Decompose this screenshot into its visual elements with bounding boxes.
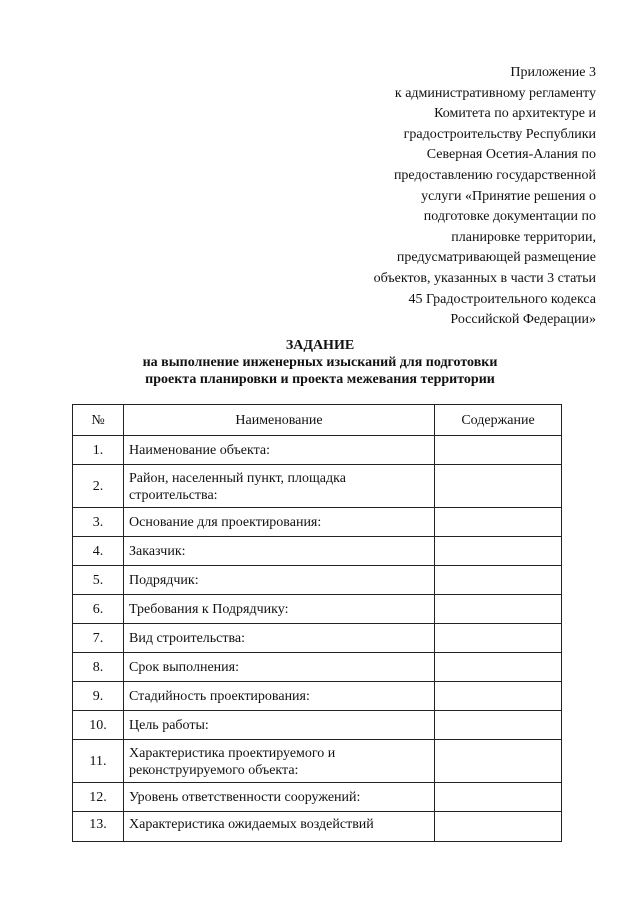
table-row: [73, 508, 562, 537]
row-number: 6.: [73, 595, 124, 624]
row-number: 8.: [73, 653, 124, 682]
row-number: 10.: [73, 711, 124, 740]
appendix-line: Северная Осетия-Алания по: [426, 147, 596, 163]
row-content: [435, 812, 562, 842]
appendix-block: [330, 63, 596, 331]
row-number: 11.: [73, 740, 124, 783]
row-content: [435, 595, 562, 624]
row-content: [435, 508, 562, 537]
row-content: [435, 740, 562, 783]
row-content: [435, 465, 562, 508]
appendix-line: предусматривающей размещение: [396, 250, 596, 266]
table-header-row: [73, 405, 562, 436]
table-row: [73, 812, 562, 842]
header-num: №: [73, 405, 124, 436]
appendix-line: услуги «Принятие решения о: [421, 188, 596, 204]
document-title: [0, 337, 640, 388]
row-name: Вид строительства:: [124, 624, 435, 653]
title-line-3: проекта планировки и проекта межевания территории: [145, 372, 495, 387]
row-content: [435, 783, 562, 812]
table-row: [73, 566, 562, 595]
appendix-line: предоставлению государственной: [393, 167, 596, 183]
row-content: [435, 537, 562, 566]
row-name: Основание для проектирования:: [124, 508, 435, 537]
appendix-line: градостроительству Республики: [403, 126, 596, 142]
table-row: [73, 711, 562, 740]
table-row: [73, 465, 562, 508]
row-number: 13.: [73, 812, 124, 842]
row-content: [435, 436, 562, 465]
appendix-line: объектов, указанных в части 3 статьи: [373, 270, 596, 286]
row-content: [435, 566, 562, 595]
row-name: Наименование объекта:: [124, 436, 435, 465]
appendix-line: к административному регламенту: [394, 85, 596, 101]
row-number: 5.: [73, 566, 124, 595]
row-name: Стадийность проектирования:: [124, 682, 435, 711]
row-name: Уровень ответственности сооружений:: [124, 783, 435, 812]
row-name: Район, населенный пункт, площадка строительства:: [124, 465, 435, 508]
row-content: [435, 682, 562, 711]
title-main: ЗАДАНИЕ: [285, 338, 355, 353]
row-number: 3.: [73, 508, 124, 537]
table-row: [73, 624, 562, 653]
row-number: 9.: [73, 682, 124, 711]
task-table: [72, 404, 562, 842]
appendix-line: подготовке документации по: [423, 209, 596, 225]
row-name: Цель работы:: [124, 711, 435, 740]
row-number: 1.: [73, 436, 124, 465]
row-content: [435, 653, 562, 682]
row-content: [435, 624, 562, 653]
table-row: [73, 436, 562, 465]
table-row: [73, 783, 562, 812]
row-number: 12.: [73, 783, 124, 812]
title-line-2: на выполнение инженерных изысканий для подготовки: [142, 355, 498, 370]
row-number: 2.: [73, 465, 124, 508]
table-row: [73, 740, 562, 783]
appendix-line: планировке территории,: [451, 229, 596, 245]
header-name: Наименование: [124, 405, 435, 436]
appendix-line: Приложение 3: [510, 65, 596, 80]
row-name: Характеристика ожидаемых воздействий: [124, 812, 435, 842]
appendix-line: Комитета по архитектуре и: [434, 106, 596, 122]
table-row: [73, 537, 562, 566]
appendix-line: Российской Федерации»: [450, 312, 596, 328]
row-name: Срок выполнения:: [124, 653, 435, 682]
row-name: Требования к Подрядчику:: [124, 595, 435, 624]
row-name: Подрядчик:: [124, 566, 435, 595]
row-content: [435, 711, 562, 740]
header-content: Содержание: [435, 405, 562, 436]
row-name: Характеристика проектируемого и реконструируемого объекта:: [124, 740, 435, 783]
row-number: 7.: [73, 624, 124, 653]
row-name: Заказчик:: [124, 537, 435, 566]
table-row: [73, 595, 562, 624]
row-number: 4.: [73, 537, 124, 566]
appendix-line: 45 Градостроительного кодекса: [408, 291, 596, 307]
table-row: [73, 653, 562, 682]
table-row: [73, 682, 562, 711]
